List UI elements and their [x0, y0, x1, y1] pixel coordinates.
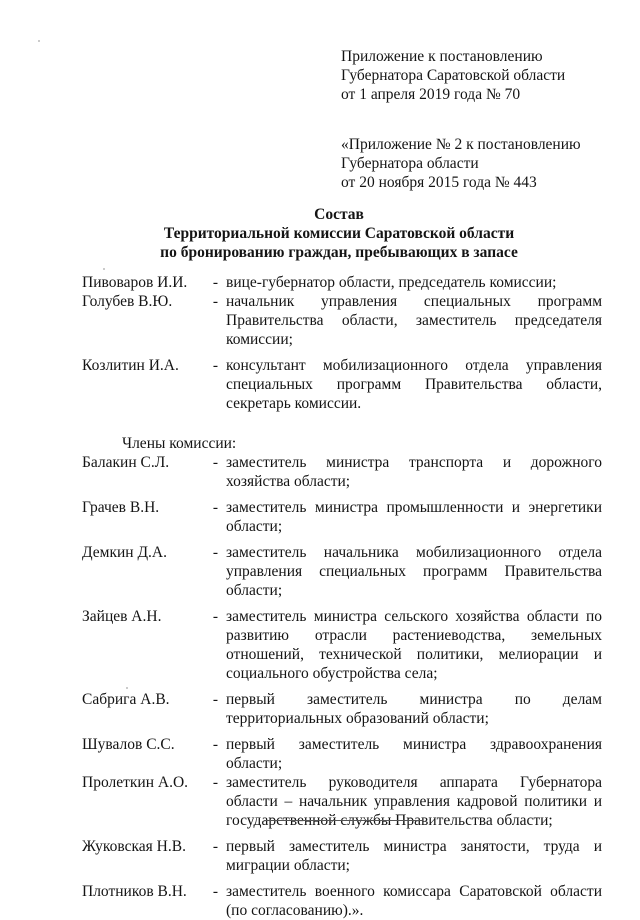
member-dash: -: [212, 274, 219, 291]
member-row: [82, 543, 602, 600]
member-row: [82, 607, 602, 683]
scan-speck: [38, 40, 40, 42]
appendix-line: «Приложение № 2 к постановлению: [341, 136, 581, 153]
member-name: Козлитин И.А.: [82, 357, 179, 374]
appendix-line: от 1 апреля 2019 года № 70: [341, 86, 521, 103]
member-position: заместитель руководителя аппарата Губернатора области – начальник управления кадровой политики и государственной службы Правительства области;: [226, 774, 602, 829]
closing-rule: [264, 820, 422, 821]
member-position: первый заместитель министра по делам территориальных образований области;: [226, 691, 602, 727]
member-dash: -: [212, 883, 219, 900]
member-name: Голубев В.Ю.: [82, 293, 173, 310]
member-position: заместитель министра промышленности и энергетики области;: [226, 499, 602, 535]
appendix-original-reference: [341, 135, 581, 192]
appendix-line: Губернатора Саратовской области: [341, 67, 566, 84]
member-dash: -: [212, 736, 219, 753]
member-row-chairman: [82, 273, 602, 292]
appendix-line: Приложение к постановлению: [341, 48, 543, 65]
member-row: [82, 453, 602, 491]
scan-speck: [126, 687, 128, 689]
member-dash: -: [212, 774, 219, 791]
member-name: Пролеткин А.О.: [82, 774, 189, 791]
member-name: Плотников В.Н.: [82, 883, 187, 900]
document-title: [0, 205, 640, 262]
member-dash: -: [212, 691, 219, 708]
member-name: Пивоваров И.И.: [82, 274, 188, 291]
member-row: [82, 735, 602, 773]
commission-composition: [82, 273, 602, 920]
member-position: заместитель министра транспорта и дорожного хозяйства области;: [226, 454, 602, 490]
member-dash: -: [212, 608, 219, 625]
member-name: Зайцев А.Н.: [82, 608, 162, 625]
member-name: Шувалов С.С.: [82, 736, 175, 753]
member-name: Балакин С.Л.: [82, 454, 170, 471]
member-dash: -: [212, 838, 219, 855]
member-name: Демкин Д.А.: [82, 544, 167, 561]
member-dash: -: [212, 544, 219, 561]
member-row: [82, 773, 602, 830]
member-row-secretary: [82, 356, 602, 413]
member-name: Грачев В.Н.: [82, 499, 160, 516]
member-position: первый заместитель министра здравоохранения области;: [226, 736, 602, 772]
member-dash: -: [212, 293, 219, 310]
member-row: [82, 498, 602, 536]
member-dash: -: [212, 357, 219, 374]
member-dash: -: [212, 499, 219, 516]
member-dash: -: [212, 454, 219, 471]
title-line: Территориальной комиссии Саратовской области: [163, 225, 515, 242]
member-name: Сабрига А.В.: [82, 691, 170, 708]
scan-speck: [103, 268, 105, 270]
member-position: вице-губернатор области, председатель комиссии;: [226, 274, 557, 291]
member-name: Жуковская Н.В.: [82, 838, 186, 855]
appendix-line: от 20 ноября 2015 года № 443: [341, 174, 537, 191]
member-position: заместитель министра сельского хозяйства области по развитию отрасли растениеводства, земельных отношений, технической политики, мелиорации и социального обустройства села;: [226, 608, 602, 682]
member-row-deputy-chairman: [82, 292, 602, 349]
member-row: [82, 837, 602, 875]
appendix-line: Губернатора области: [341, 155, 479, 172]
member-position: заместитель военного комиссара Саратовской области (по согласованию).».: [226, 883, 602, 919]
appendix-current-reference: [341, 47, 565, 104]
member-row: [82, 882, 602, 920]
member-position: первый заместитель министра занятости, труда и миграции области;: [226, 838, 602, 874]
member-position: начальник управления специальных программ Правительства области, заместитель председателя комиссии;: [226, 293, 602, 348]
member-position: заместитель начальника мобилизационного отдела управления специальных программ Правительства области;: [226, 544, 602, 599]
title-line: по бронированию граждан, пребывающих в запасе: [160, 244, 518, 261]
members-header: Члены комиссии:: [122, 435, 237, 452]
title-line: Состав: [314, 206, 364, 223]
member-row: [82, 690, 602, 728]
member-position: консультант мобилизационного отдела управления специальных программ Правительства области, секретарь комиссии.: [226, 357, 602, 412]
